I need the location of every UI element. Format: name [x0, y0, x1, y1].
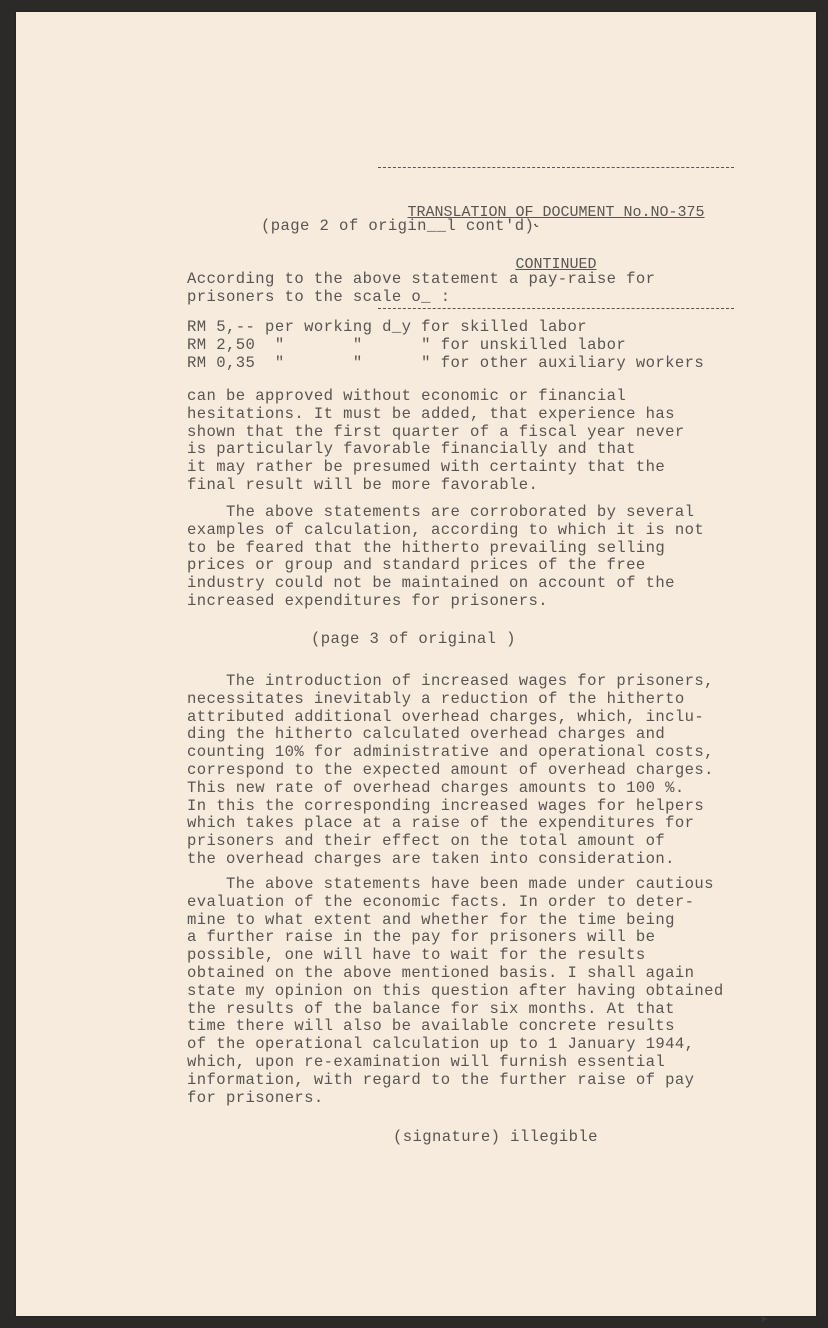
- signature-note: (signature) illegible: [393, 1128, 598, 1146]
- header-bottom-rule: [378, 308, 734, 309]
- page-mark-icon: ▸: [760, 1310, 770, 1328]
- page-2-note: (page 2 of origin__l cont'd)˞: [261, 217, 544, 235]
- page-3-note: (page 3 of original ): [311, 630, 516, 648]
- paragraph-approval: can be approved without economic or financial hesitations. It must be added, that experience has shown that the first quarter of a fiscal year never is particularly favorable financially and that it may rather be presumed with certainty that the final result will be more favorable.: [187, 387, 685, 494]
- header-top-rule: [378, 167, 734, 168]
- document-subtitle: CONTINUED: [515, 256, 597, 273]
- paragraph-pay-raise: According to the above statement a pay-raise for prisoners to the scale o_ :: [187, 270, 656, 306]
- document-title: TRANSLATION OF DOCUMENT No.NO-375: [407, 204, 705, 221]
- wage-rates-list: RM 5,-- per working d_y for skilled labor RM 2,50 " " " for unskilled labor RM 0,35 " " " for other auxiliary workers: [187, 318, 705, 372]
- paragraph-corroboration: The above statements are corroborated by several examples of calculation, according to which it is not to be feared that the hitherto prevailing selling prices or group and standard prices of the free industry could not be maintained on account of the increased expenditures for prisoners.: [187, 503, 705, 610]
- paragraph-evaluation: The above statements have been made under cautious evaluation of the economic facts. In order to deter- mine to what extent and whether for the time being a further raise in the pay for prisoners will be possible, one will have to wait for the results obtained on the above mentioned basis. I shall again state my opinion on this question after having obtained the results of the balance for six months. At that time there will also be available concrete results of the operational calculation up to 1 January 1944, which, upon re-examination will furnish essential information, with regard to the further raise of pay for prisoners.: [187, 875, 724, 1107]
- paragraph-increased-wages: The introduction of increased wages for prisoners, necessitates inevitably a reduction of the hitherto attributed additional overhead charges, which, inclu- ding the hitherto calculated overhead charges and counting 10% for administrative and operational costs, correspond to the expected amount of overhead charges. This new rate of overhead charges amounts to 100 %. In this the corresponding increased wages for helpers which takes place at a raise of the expenditures for prisoners and their effect on the total amount of the overhead charges are taken into consideration.: [187, 672, 714, 868]
